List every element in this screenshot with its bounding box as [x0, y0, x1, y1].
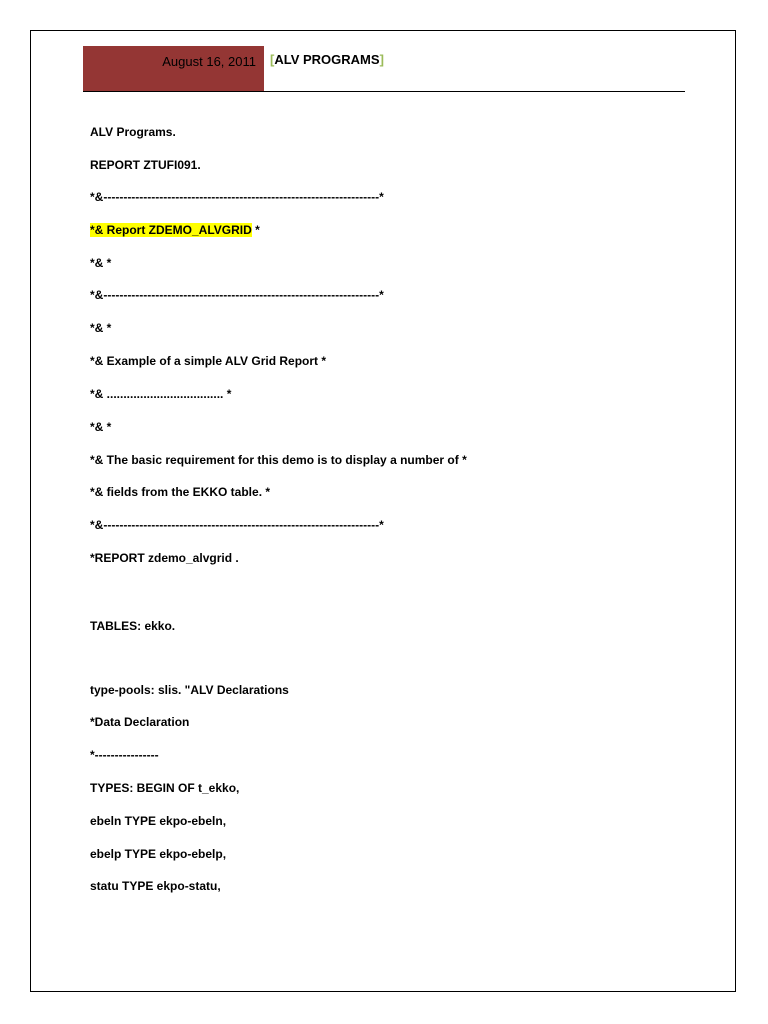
doc-line: *& * — [90, 256, 112, 270]
doc-line: *& * — [90, 420, 112, 434]
doc-line: *& fields from the EKKO table. * — [90, 485, 271, 499]
doc-line: ebelp TYPE ekpo-ebelp, — [90, 847, 227, 861]
header-bracket-open: [ — [270, 52, 275, 67]
header-title — [270, 52, 384, 67]
header-date-box — [83, 46, 264, 91]
doc-line: *& ................................... * — [90, 387, 232, 401]
doc-line: ebeln TYPE ekpo-ebeln, — [90, 814, 227, 828]
header-date: August 16, 2011 — [162, 54, 256, 69]
doc-line: *& The basic requirement for this demo is to display a number of * — [90, 453, 467, 467]
doc-line: ALV Programs. — [90, 125, 176, 139]
doc-line-highlighted — [90, 222, 260, 238]
doc-line: *&---------------------------------------------------------------------* — [90, 190, 384, 204]
highlighted-text: *& Report ZDEMO_ALVGRID — [90, 223, 252, 237]
doc-line: *&---------------------------------------------------------------------* — [90, 518, 384, 532]
doc-line: *& * — [90, 321, 112, 335]
header-bracket-close: ] — [379, 52, 384, 67]
doc-line: TABLES: ekko. — [90, 619, 176, 633]
highlight-suffix: * — [251, 223, 260, 237]
doc-line: TYPES: BEGIN OF t_ekko, — [90, 781, 240, 795]
doc-line: *Data Declaration — [90, 715, 190, 729]
doc-line: *& Example of a simple ALV Grid Report * — [90, 354, 327, 368]
doc-line: type-pools: slis. "ALV Declarations — [90, 683, 289, 697]
doc-line: statu TYPE ekpo-statu, — [90, 879, 221, 893]
doc-line: *REPORT zdemo_alvgrid . — [90, 551, 239, 565]
doc-line: REPORT ZTUFI091. — [90, 158, 201, 172]
header-title-text: ALV PROGRAMS — [274, 52, 380, 67]
header-rule — [83, 91, 685, 92]
doc-line: *&---------------------------------------------------------------------* — [90, 288, 384, 302]
doc-line: *---------------- — [90, 748, 159, 762]
